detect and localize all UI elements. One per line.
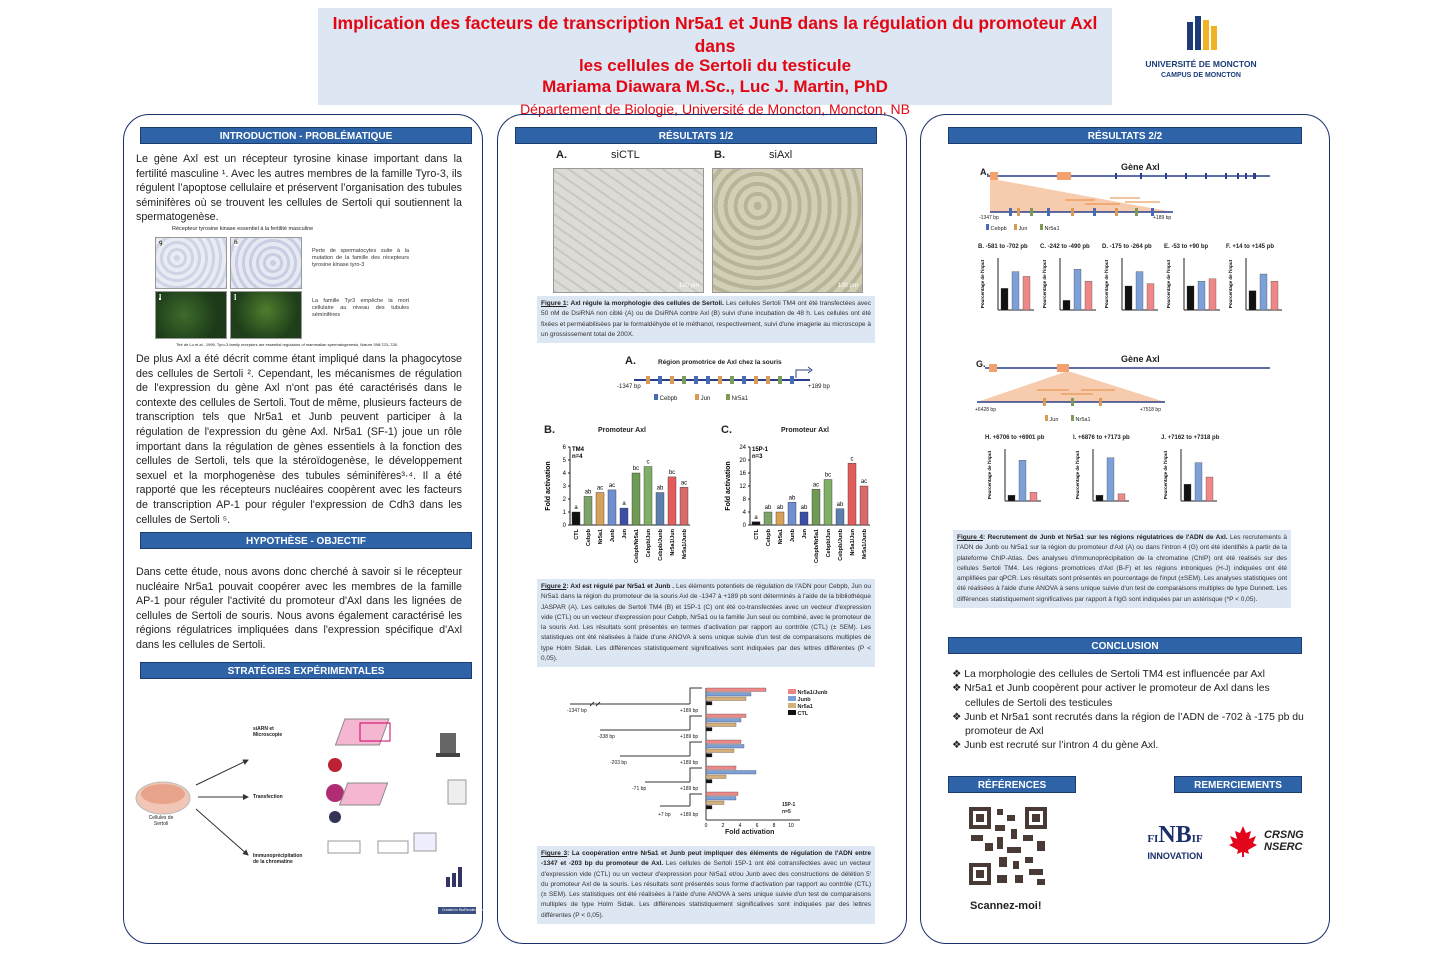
svg-text:8: 8 bbox=[742, 497, 746, 503]
svg-text:20: 20 bbox=[739, 458, 746, 464]
bar bbox=[800, 512, 808, 525]
fig1-label-siaxl: siAxl bbox=[769, 149, 793, 161]
deletion-n: n=5 bbox=[782, 809, 791, 815]
y-axis-label: Fold activation bbox=[545, 461, 552, 511]
nserc-text: CRSNG NSERC bbox=[1264, 829, 1304, 853]
tick-label: Junb bbox=[790, 529, 796, 543]
svg-text:+189 bp: +189 bp bbox=[680, 708, 699, 714]
fig1-label-sictl: siCTL bbox=[611, 149, 640, 161]
chip-bar-chart bbox=[1102, 252, 1162, 332]
deletion-bar bbox=[706, 775, 726, 779]
deletion-bar bbox=[706, 754, 712, 758]
chip-bar bbox=[1136, 272, 1143, 310]
chip-bar bbox=[1209, 279, 1216, 310]
gene-axl-a: Gène Axl bbox=[1121, 162, 1160, 172]
poster-header bbox=[318, 8, 1112, 117]
significance-letter: ab bbox=[788, 495, 796, 502]
chip-bar-chart bbox=[1073, 443, 1133, 523]
significance-letter: a bbox=[574, 505, 578, 511]
genemap-right-bp: +189 bp bbox=[1153, 215, 1172, 221]
bar bbox=[812, 489, 820, 525]
deletion-bar bbox=[706, 749, 734, 753]
figure3-caption: Figure 3: La coopération entre Nr5a1 et Junb peut impliquer des éléments de régulation de l'ADN entre -1347 et -203 bp du promoteur de Axl. Les cellules de Sertoli 15P-1 ont été cotransfectées avec un vecteur d'expression vide (CTL) ou un vecteur d'expression pour Nr5a1 et/ou Junb avec des constructions de délétion 5' du promoteur Axl de la souris. Les résultats sont présentés sous forme d'activation par rapport au contrôle (CTL) (± SEM). Les statistiques ont été réalisées à l'aide d'une ANOVA à sens unique suivie d'un test de comparaisons multiples de type Holm Sidak. Les différences statistiquement significatives sont indiquées par des lettres différentes (P < 0,05). bbox=[537, 846, 875, 924]
svg-text:Pourcentage de l'input: Pourcentage de l'input bbox=[980, 259, 985, 309]
conclusion-list bbox=[952, 668, 1307, 754]
deletion-xlabel: Fold activation bbox=[725, 829, 775, 836]
strategy-diagram bbox=[128, 705, 478, 920]
chart-b-title: Promoteur Axl bbox=[598, 427, 646, 434]
svg-text:Pourcentage de l'input: Pourcentage de l'input bbox=[1042, 259, 1047, 309]
deletion-bar bbox=[706, 766, 736, 770]
genemap-left-bp: -1347 bp bbox=[979, 215, 999, 221]
intro-paragraph-1: Le gène Axl est un récepteur tyrosine kinase important dans la fertilité masculine ¹. Avec les autres membres de la famille Tyro-3, ils régulent l’apoptose cellulaire et préservent l’organisation des tubules séminifères où se trouvent les cellules de Sertoli qui soutiennent la spermatogenèse. bbox=[136, 153, 462, 224]
chip-bar bbox=[1096, 495, 1103, 501]
chip-bar-chart bbox=[985, 443, 1045, 523]
cell-line-label: TM4 bbox=[572, 447, 584, 453]
nbif-logo: FINBIF INNOVATION bbox=[1147, 822, 1203, 861]
tick-label: Nr5a1 bbox=[778, 529, 784, 545]
results2-heading: RÉSULTATS 2/2 bbox=[948, 127, 1302, 144]
significance-letter: ac bbox=[608, 482, 616, 489]
chip-bar-chart bbox=[1226, 252, 1286, 332]
chip-bar bbox=[1063, 300, 1070, 310]
intro-heading: INTRODUCTION - PROBLÉMATIQUE bbox=[140, 127, 472, 144]
chip-bar bbox=[1085, 281, 1092, 310]
svg-text:+189 bp: +189 bp bbox=[680, 786, 699, 792]
deletion-bar bbox=[706, 792, 738, 796]
svg-text:-1347 bp: -1347 bp bbox=[567, 708, 587, 714]
fig2-label-a: A. bbox=[625, 355, 636, 367]
strategy-label-cells: Cellules de Sertoli bbox=[148, 815, 174, 827]
chip-bar-chart bbox=[1161, 443, 1221, 523]
micrograph-siaxl: 100 µm bbox=[712, 168, 863, 293]
svg-text:-203 bp: -203 bp bbox=[610, 760, 627, 766]
tick-label: Cebpb bbox=[766, 529, 772, 547]
gene-legend-nr5a1: Nr5a1 bbox=[1040, 224, 1060, 232]
svg-text:+189 bp: +189 bp bbox=[680, 812, 699, 818]
affiliation: Département de Biologie, Université de Moncton, Moncton, NB bbox=[520, 101, 910, 117]
logo-campus: CAMPUS DE MONCTON bbox=[1161, 72, 1241, 79]
figure-reference: Tiré de Lu et al., 1999, Tyro-3 family receptors are essential regulators of mammalian spermatogenesis, Nature 398:723–728. bbox=[176, 342, 398, 347]
chip-bar bbox=[1074, 269, 1081, 310]
hypothesis-text: Dans cette étude, nous avons donc cherché à savoir si le récepteur nucléaire Nr5a1 pouvait coopérer avec les membres de la famille AP-1 pour réguler l'activité du promoteur d'Axl dans les lignées de cellules de Sertoli de souris. Nous avons également caractérisé les régions régulatrices impliquées dans l'expression spécifique d'Axl dans les cellules de Sertoli. bbox=[136, 566, 462, 651]
n-label: n=3 bbox=[752, 454, 763, 460]
conclusion-item: ❖ Junb et Nr5a1 sont recrutés dans la région de l’ADN de -702 à -175 pb du promoteur de Axl bbox=[952, 711, 1304, 738]
chip-bar-chart bbox=[978, 252, 1038, 332]
maple-leaf-icon bbox=[1226, 824, 1260, 858]
significance-letter: ac bbox=[680, 480, 688, 487]
chip-bar bbox=[1019, 460, 1026, 501]
intron-legend-nr5a1: Nr5a1 bbox=[1071, 415, 1091, 423]
significance-letter: bc bbox=[632, 466, 640, 472]
intro-paragraph-2: De plus Axl a été décrit comme étant impliqué dans la phagocytose des cellules de Sertoli ². Cependant, les mécanismes de régulation de l'expression du gène Axl n'ont pas été caractérisés dans le contexte des cellules de Sertoli. Tout de même, plusieurs facteurs de transcription tels que Nr5a1 et Junb peuvent participer à la régulation de l'expression du gène Axl. Nr5a1 (SF-1) joue un rôle important dans la régulation de gènes essentiels à la fonction des cellules de Sertoli, tels que la stéroïdogenèse, le développement sexuel et la morphogenèse des tubules séminifères³·⁴. Il a été rapporté que les récepteurs nucléaires coopèrent avec les facteurs de transcription AP-1 pour réguler l'expression de Cdh3 dans les cellules de Sertoli ⁵. bbox=[136, 353, 462, 526]
chip-bar bbox=[1001, 288, 1008, 310]
significance-letter: a bbox=[754, 514, 758, 521]
svg-text:4: 4 bbox=[562, 471, 566, 477]
strategy-label-sirna: siARN et Microscopie bbox=[253, 726, 283, 738]
histology-image-h: h bbox=[230, 237, 302, 289]
figure-note-2: La famille Tyr3 empêche la mort cellulaire au niveau des tubules séminifères bbox=[312, 298, 409, 318]
bar bbox=[752, 522, 760, 525]
figure-note-1: Perte de spermatocytes suite à la mutation de la famille des récepteurs tyrosine kinase tyro-3 bbox=[312, 248, 409, 268]
svg-text:2: 2 bbox=[562, 497, 566, 503]
tick-label: Cebpb/Nr5a1 bbox=[814, 529, 820, 563]
svg-text:24: 24 bbox=[739, 445, 746, 451]
chip-bar bbox=[1249, 291, 1256, 310]
svg-text:Pourcentage de l'input: Pourcentage de l'input bbox=[1166, 259, 1171, 309]
figure1-caption: Figure 1: Axl régule la morphologie des cellules de Sertoli. Les cellules Sertoli TM4 ont été transfectées avec 50 nM de DsiRNA non ciblé (A) ou de DsiRNA contre Axl (B) suivi d'une incubation de 48 h. Les cellules ont été fixées et perméabilisées par le formaldéhyde et le méthanol, respectivement, suivi d'une imagerie au microscope à un grossissement total de 200X. bbox=[537, 296, 875, 343]
deletion-bar bbox=[706, 693, 751, 697]
svg-text:-71 bp: -71 bp bbox=[632, 786, 647, 792]
university-logo bbox=[1138, 12, 1264, 92]
significance-letter: bc bbox=[668, 469, 676, 476]
strategy-label-chip: Immunoprécipitation de la chromatine bbox=[253, 853, 303, 865]
bar bbox=[788, 502, 796, 525]
svg-text:+189 bp: +189 bp bbox=[680, 734, 699, 740]
deletion-bar bbox=[706, 806, 712, 810]
bar bbox=[776, 512, 784, 525]
fig4-label-a: A. bbox=[980, 167, 989, 177]
chip-panel-title: J. +7162 to +7318 pb bbox=[1161, 435, 1220, 441]
chip-bar bbox=[1206, 477, 1213, 501]
micrograph-sictl: 100 µm bbox=[553, 168, 704, 293]
deletion-bar bbox=[706, 745, 744, 749]
cell-line-label: 15P-1 bbox=[752, 447, 769, 453]
svg-text:8: 8 bbox=[772, 823, 776, 829]
tick-label: Cebpb bbox=[586, 529, 592, 547]
tick-label: Cebpb/Junb bbox=[658, 529, 664, 561]
significance-letter: ab bbox=[764, 505, 772, 511]
svg-text:0: 0 bbox=[562, 523, 566, 529]
chip-bar bbox=[1008, 495, 1015, 501]
promoter-region-title: Région promotrice de Axl chez la souris bbox=[658, 359, 782, 366]
fig4-label-g: G. bbox=[976, 359, 986, 369]
bar bbox=[848, 463, 856, 525]
chart-15p1 bbox=[720, 440, 880, 580]
deletion-bar bbox=[706, 714, 746, 718]
significance-letter: ab bbox=[836, 501, 844, 508]
bar bbox=[824, 480, 832, 526]
moncton-emblem-icon bbox=[1181, 12, 1221, 52]
deletion-bar bbox=[706, 771, 756, 775]
tick-label: Cebpb/Junb bbox=[838, 529, 844, 561]
tick-label: Jun bbox=[622, 529, 628, 539]
tick-label: Jun bbox=[802, 529, 808, 539]
svg-text:Pourcentage de l'input: Pourcentage de l'input bbox=[1075, 450, 1080, 500]
deletion-bar bbox=[706, 723, 736, 727]
strategy-label-transfection: Transfection bbox=[253, 794, 283, 800]
n-label: n=4 bbox=[572, 454, 583, 460]
chip-bar bbox=[1012, 272, 1019, 310]
svg-text:0: 0 bbox=[704, 823, 708, 829]
intron-right-bp: +7518 bp bbox=[1140, 407, 1161, 413]
bar bbox=[596, 493, 604, 526]
histology-image-g: g bbox=[155, 237, 227, 289]
chip-bar bbox=[1023, 276, 1030, 310]
gene-map-g bbox=[975, 362, 1275, 408]
deletion-bar bbox=[706, 797, 736, 801]
bar bbox=[584, 496, 592, 525]
significance-letter: c bbox=[646, 459, 650, 466]
svg-text:6: 6 bbox=[755, 823, 759, 829]
svg-text:Pourcentage de l'input: Pourcentage de l'input bbox=[1228, 259, 1233, 309]
promoter-map bbox=[614, 366, 834, 406]
gene-map-a bbox=[975, 168, 1275, 230]
bar bbox=[608, 490, 616, 525]
significance-letter: a bbox=[622, 501, 626, 508]
svg-text:10: 10 bbox=[788, 823, 794, 829]
deletion-bar bbox=[706, 801, 724, 805]
svg-text:2: 2 bbox=[721, 823, 725, 829]
tick-label: Junb bbox=[610, 529, 616, 543]
gene-legend-cebpb: Cebpb bbox=[986, 224, 1007, 232]
svg-text:16: 16 bbox=[739, 471, 746, 477]
chip-bar-chart bbox=[1040, 252, 1100, 332]
deletion-bar bbox=[706, 719, 741, 723]
bar bbox=[572, 512, 580, 525]
chip-bar bbox=[1107, 458, 1114, 501]
fig2-label-b: B. bbox=[544, 424, 555, 436]
tick-label: CTL bbox=[754, 529, 760, 540]
authors: Mariama Diawara M.Sc., Luc J. Martin, PhD bbox=[542, 77, 888, 96]
conclusion-item: ❖ Junb est recruté sur l’intron 4 du gène Axl. bbox=[952, 740, 1159, 752]
chart-c-title: Promoteur Axl bbox=[781, 427, 829, 434]
tick-label: Nr5a1/Jun bbox=[670, 529, 676, 556]
significance-letter: ac bbox=[860, 479, 868, 485]
bar bbox=[632, 473, 640, 525]
chip-panel-title: I. +6876 to +7173 pb bbox=[1073, 435, 1130, 441]
chip-panel-title: H. +6706 to +6901 pb bbox=[985, 435, 1045, 441]
legend-jun: Jun bbox=[695, 394, 710, 402]
svg-text:-338 bp: -338 bp bbox=[598, 734, 615, 740]
deletion-bar bbox=[706, 688, 766, 692]
qr-label: Scannez-moi! bbox=[970, 900, 1042, 912]
chip-bar-chart bbox=[1164, 252, 1224, 332]
svg-text:4: 4 bbox=[742, 510, 746, 516]
conclusion-item: ❖ La morphologie des cellules de Sertoli TM4 est influencée par Axl bbox=[952, 669, 1265, 680]
tick-label: Nr5a1/Jun bbox=[850, 529, 856, 556]
title-line2: les cellules de Sertoli du testicule bbox=[578, 56, 852, 75]
chip-bar bbox=[1195, 463, 1202, 501]
chip-bar bbox=[1030, 492, 1037, 501]
deletion-cell: 15P-1 bbox=[782, 802, 796, 808]
chart-tm4 bbox=[540, 440, 700, 580]
bar bbox=[764, 512, 772, 525]
legend-cebpb: Cebpb bbox=[654, 394, 677, 402]
significance-letter: ac bbox=[596, 485, 604, 492]
bar bbox=[836, 509, 844, 525]
chip-panel-title: F. +14 to +145 pb bbox=[1226, 244, 1275, 250]
significance-letter: ab bbox=[656, 485, 664, 492]
tick-label: Cebpb/Jun bbox=[646, 529, 652, 558]
chip-bar bbox=[1187, 286, 1194, 310]
svg-text:Pourcentage de l'input: Pourcentage de l'input bbox=[987, 450, 992, 500]
fluorescence-image-j: j bbox=[230, 291, 302, 339]
chip-panel-title: C. -242 to -490 pb bbox=[1040, 244, 1090, 250]
results1-heading: RÉSULTATS 1/2 bbox=[515, 127, 877, 144]
nserc-logo bbox=[1226, 824, 1260, 863]
conclusion-heading: CONCLUSION bbox=[948, 637, 1302, 654]
svg-text:+7 bp: +7 bp bbox=[658, 812, 671, 818]
promoter-left-bp: -1347 bp bbox=[617, 384, 641, 390]
svg-text:Pourcentage de l'input: Pourcentage de l'input bbox=[1104, 259, 1109, 309]
svg-text:3: 3 bbox=[562, 484, 566, 490]
bar bbox=[680, 487, 688, 525]
significance-letter: ab bbox=[776, 505, 784, 511]
svg-text:5: 5 bbox=[562, 458, 566, 464]
chip-bar bbox=[1118, 494, 1125, 501]
references-heading: RÉFÉRENCES bbox=[948, 776, 1076, 793]
fig2-label-c: C. bbox=[721, 424, 732, 436]
fluorescence-image-i: i bbox=[155, 291, 227, 339]
svg-text:6: 6 bbox=[562, 445, 566, 451]
deletion-bar bbox=[706, 702, 712, 706]
tick-label: Cebpb/Nr5a1 bbox=[634, 529, 640, 563]
acknowledgements-heading: REMERCIEMENTS bbox=[1174, 776, 1302, 793]
hypothesis-heading: HYPOTHÈSE - OBJECTIF bbox=[140, 532, 472, 549]
intron-left-bp: +6428 bp bbox=[975, 407, 996, 413]
biorender-credit: Created in BioRender.com bbox=[442, 908, 484, 912]
chip-panel-title: D. -175 to -264 pb bbox=[1102, 244, 1152, 250]
figure-title: Récepteur tyrosine kinase essentiel à la fertilité masculine bbox=[172, 226, 314, 232]
deletion-bar bbox=[706, 780, 712, 784]
chip-panel-title: B. -581 to -702 pb bbox=[978, 244, 1028, 250]
deletion-bar bbox=[706, 740, 741, 744]
tick-label: Cebpb/Jun bbox=[826, 529, 832, 558]
significance-letter: ab bbox=[584, 489, 592, 496]
chip-bar bbox=[1125, 286, 1132, 310]
chip-bar bbox=[1260, 274, 1267, 310]
bar bbox=[644, 467, 652, 526]
legend-nr5a1: Nr5a1 bbox=[726, 394, 748, 402]
fig1-label-b: B. bbox=[714, 149, 725, 161]
bar bbox=[620, 508, 628, 525]
tick-label: Nr5a1 bbox=[598, 529, 604, 545]
svg-text:+189 bp: +189 bp bbox=[680, 760, 699, 766]
chip-bar bbox=[1147, 284, 1154, 310]
deletion-bar bbox=[706, 728, 712, 732]
conclusion-item: ❖ Nr5a1 et Junb coopèrent pour activer le promoteur de Axl dans les cellules de Sertoli des testicules bbox=[952, 683, 1270, 709]
tick-label: CTL bbox=[574, 529, 580, 540]
bar bbox=[860, 486, 868, 525]
gene-legend-jun: Jun bbox=[1014, 224, 1027, 232]
figure2-caption: Figure 2: Axl est régulé par Nr5a1 et Junb . Les éléments potentiels de régulation de l'ADN pour Cebpb, Jun ou Nr5a1 dans la région du promoteur de la souris Axl de -1347 à +189 pb sont déterminés à l'aide de la bibliothèque JASPAR (A). Les cellules de Sertoli TM4 (B) et 15P-1 (C) ont été co-transfectées avec un vecteur d'expression vide (CTL) ou un vecteur d'expression pour Cebpb, Nr5a1 ou la famille Jun seul ou combiné, avec le promoteur de la souris Axl. Les résultats sont présentés en termes d'activation par rapport au contrôle (CTL) (± SEM). Les statistiques ont été réalisées à l'aide d'une ANOVA à sens unique suivie d'un test de comparaisons multiples de type Holm Sidak. Les différences statistiquement significatives sont indiquées par des lettres différentes (P < 0,05). bbox=[537, 579, 875, 667]
significance-letter: ac bbox=[812, 482, 820, 489]
qr-code-icon[interactable] bbox=[967, 805, 1049, 887]
svg-text:0: 0 bbox=[742, 523, 746, 529]
logo-name: UNIVERSITÉ DE MONCTON bbox=[1145, 59, 1257, 69]
promoter-right-bp: +189 bp bbox=[808, 384, 830, 390]
bar bbox=[656, 493, 664, 526]
fig1-label-a: A. bbox=[556, 149, 567, 161]
chip-bar bbox=[1198, 281, 1205, 310]
tick-label: Nr5a1/Junb bbox=[862, 529, 868, 559]
strategy-heading: STRATÉGIES EXPÉRIMENTALES bbox=[140, 662, 472, 679]
chip-bar bbox=[1271, 281, 1278, 310]
svg-text:1: 1 bbox=[562, 510, 566, 516]
gene-axl-g: Gène Axl bbox=[1121, 354, 1160, 364]
bar bbox=[668, 477, 676, 525]
intron-legend-jun: Jun bbox=[1045, 415, 1058, 423]
deletion-bar bbox=[706, 697, 746, 701]
svg-text:4: 4 bbox=[738, 823, 742, 829]
title-line1: Implication des facteurs de transcription Nr5a1 et JunB dans la régulation du promoteur Axl dans bbox=[332, 13, 1098, 56]
svg-text:Pourcentage de l'input: Pourcentage de l'input bbox=[1163, 450, 1168, 500]
deletion-legend: Nr5a1/Junb Junb Nr5a1 CTL bbox=[788, 689, 828, 717]
chip-bar bbox=[1184, 484, 1191, 501]
chip-panel-title: E. -53 to +90 bp bbox=[1164, 244, 1209, 250]
figure4-caption: Figure 4: Recrutement de Junb et Nr5a1 sur les régions régulatrices de l'ADN de Axl. Les recrutements à l'ADN de Junb ou Nr5a1 sur la région du promoteur d'Axl (A) ou dans l'intron 4 (G) ont été identifiés à partir de la plateforme ChIP-Atlas. Des analyses d'immunoprécipitation de la chromatine (ChIP) ont été réalisés sur des cellules Sertoli TM4. Les régions promotrices d'Axl (B-F) et les régions introniques (H-J) indiquées ont été amplifiées par qPCR. Les résultats sont présentés en pourcentage de l'input (±SEM). Les analyses statistiques ont été réalisées à l'aide d'une ANOVA à sens unique suivie d'un test de comparaisons multiples de type Dunnett. Les différences statistiquement significatives par rapport à l'IgG sont indiquées par un astérisque (*P < 0,05). bbox=[953, 530, 1291, 608]
y-axis-label: Fold activation bbox=[725, 461, 732, 511]
significance-letter: ab bbox=[800, 505, 808, 511]
tick-label: Nr5a1/Junb bbox=[682, 529, 688, 559]
significance-letter: c bbox=[850, 456, 854, 463]
significance-letter: bc bbox=[824, 472, 832, 479]
svg-text:12: 12 bbox=[739, 484, 746, 490]
